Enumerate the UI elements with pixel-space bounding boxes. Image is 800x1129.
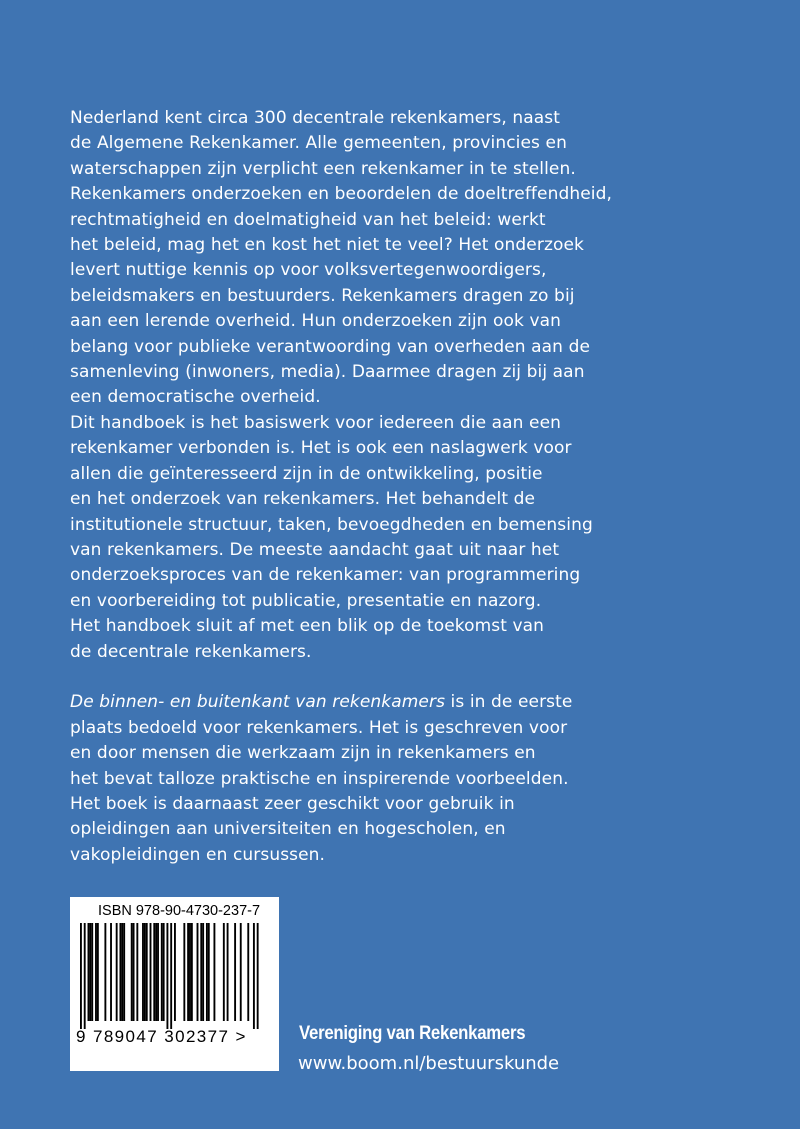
text-line: allen die geïnteresseerd zijn in de ontwikkeling, positie: [70, 463, 543, 484]
barcode-bar: [163, 923, 165, 1021]
barcode-bar: [183, 923, 185, 1021]
barcode-bar: [97, 923, 99, 1021]
barcode-bar: [153, 923, 155, 1021]
barcode-bar: [174, 923, 176, 1021]
barcode-bar: [150, 923, 152, 1021]
barcode-bar: [110, 923, 112, 1021]
barcode-icon: [70, 923, 279, 1029]
back-cover-blurb: [70, 106, 750, 868]
text-line: belang voor publieke verantwoording van overheden aan de: [70, 336, 591, 357]
text-line: Nederland kent circa 300 decentrale rekenkamers, naast: [70, 108, 560, 128]
barcode-bar: [166, 923, 168, 1029]
barcode-bar: [187, 923, 189, 1021]
text-line: en het onderzoek van rekenkamers. Het behandelt de: [70, 489, 536, 510]
barcode-bar: [84, 923, 86, 1029]
barcode-bar: [142, 923, 144, 1021]
text-line: rechtmatigheid en doelmatigheid van het beleid: werkt: [70, 209, 546, 230]
publisher-name: Vereniging van Rekenkamers: [299, 1022, 526, 1044]
text-line: aan een lerende overheid. Hun onderzoeken zijn ook van: [70, 311, 562, 332]
barcode-bar: [189, 923, 191, 1021]
barcode-bar: [253, 923, 255, 1029]
text-line: Het handboek sluit af met een blik op de toekomst van: [70, 616, 545, 637]
barcode-bar: [223, 923, 225, 1021]
barcode-bar: [234, 923, 236, 1021]
text-line: en door mensen die werkzaam zijn in rekenkamers en: [70, 743, 536, 764]
barcode-bar: [247, 923, 249, 1021]
publisher-website: www.boom.nl/bestuurskunde: [298, 1053, 560, 1074]
text-line: een democratische overheid.: [70, 387, 321, 408]
barcode-bar: [119, 923, 121, 1021]
paragraph-1: [70, 106, 750, 411]
paragraph-2: [70, 411, 750, 665]
text-line: beleidsmakers en bestuurders. Rekenkamers dragen zo bij: [70, 285, 575, 306]
text-line: de Algemene Rekenkamer. Alle gemeenten, provincies en: [70, 133, 567, 154]
barcode-bar: [213, 923, 215, 1021]
isbn-barcode-panel: [70, 897, 279, 1071]
text-line: Rekenkamers onderzoeken en beoordelen de doeltreffendheid,: [70, 184, 612, 205]
text-line: rekenkamer verbonden is. Het is ook een naslagwerk voor: [70, 438, 572, 459]
barcode-bar: [146, 923, 148, 1021]
text-line: samenleving (inwoners, media). Daarmee dragen zij bij aan: [70, 362, 585, 383]
barcode-bar: [91, 923, 93, 1021]
text-line: opleidingen aan universiteiten en hogescholen, en: [70, 819, 506, 840]
barcode-bar: [123, 923, 125, 1021]
paragraph-gap: [70, 665, 750, 690]
barcode-bar: [208, 923, 210, 1021]
barcode-bar: [88, 923, 90, 1021]
text-line: vakopleidingen en cursussen.: [70, 844, 326, 865]
text-line: onderzoeksproces van de rekenkamer: van programmering: [70, 565, 581, 586]
text-line: de decentrale rekenkamers.: [70, 641, 312, 662]
barcode-bar: [155, 923, 157, 1021]
barcode-bar: [240, 923, 242, 1021]
text-line: van rekenkamers. De meeste aandacht gaat uit naar het: [70, 539, 560, 560]
barcode-bar: [80, 923, 82, 1029]
barcode-bar: [227, 923, 229, 1021]
barcode-digits: 9 789047 302377 >: [76, 1027, 247, 1046]
text-line: plaats bedoeld voor rekenkamers. Het is geschreven voor: [70, 717, 568, 738]
barcode-bar: [202, 923, 204, 1021]
text-line: Dit handboek is het basiswerk voor iedereen die aan een: [70, 412, 562, 433]
text-line: Het boek is daarnaast zeer geschikt voor gebruik in: [70, 793, 515, 814]
text-line: [70, 690, 750, 715]
barcode-bar: [191, 923, 193, 1021]
barcode-bar: [116, 923, 118, 1021]
text-line: het bevat talloze praktische en inspirerende voorbeelden.: [70, 768, 569, 789]
barcode-bar: [200, 923, 202, 1021]
text-fragment: is in de eerste: [445, 692, 573, 713]
barcode-bar: [133, 923, 135, 1021]
isbn-label: ISBN 978-90-4730-237-7: [98, 903, 261, 919]
barcode-bar: [170, 923, 172, 1029]
paragraph-3: [70, 690, 750, 868]
text-line: het beleid, mag het en kost het niet te veel? Het onderzoek: [70, 235, 584, 256]
barcode-bar: [144, 923, 146, 1021]
text-line: levert nuttige kennis op voor volksvertegenwoordigers,: [70, 260, 547, 281]
barcode-bar: [136, 923, 138, 1021]
barcode-bar: [121, 923, 123, 1021]
barcode-bar: [197, 923, 199, 1021]
barcode-bar: [89, 923, 91, 1021]
text-line: waterschappen zijn verplicht een rekenkamer in te stellen.: [70, 158, 576, 179]
barcode-bar: [206, 923, 208, 1021]
text-line: institutionele structuur, taken, bevoegdheden en bemensing: [70, 514, 593, 535]
barcode-bar: [131, 923, 133, 1021]
barcode-bar: [95, 923, 97, 1021]
barcode-bar: [104, 923, 106, 1021]
barcode-bar: [257, 923, 259, 1029]
barcode-bar: [161, 923, 163, 1021]
barcode-bar: [157, 923, 159, 1021]
book-title: De binnen- en buitenkant van rekenkamers: [70, 692, 446, 713]
text-line: en voorbereiding tot publicatie, presentatie en nazorg.: [70, 590, 542, 611]
